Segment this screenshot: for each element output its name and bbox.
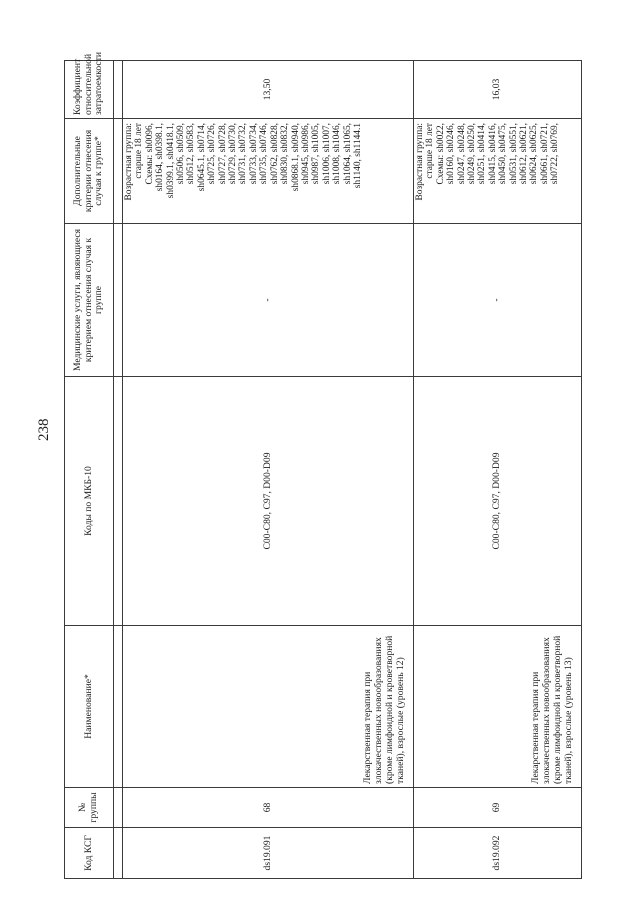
criteria-line: sh0729, sh0730, [228, 123, 239, 185]
services-dash: - [261, 298, 273, 302]
criteria-line: sh1140, sh1144.1 [352, 123, 363, 189]
criteria-line: sh1064, sh1065, [342, 123, 353, 185]
criteria-line: sh0725, sh0726, [207, 123, 218, 185]
criteria-line: Возрастная группа: [415, 123, 425, 201]
criteria-line: Возрастная группа: [124, 123, 134, 201]
spacer-cell [114, 828, 123, 879]
cell-services [123, 224, 414, 377]
criteria-line: Схемы: sh0096, [144, 123, 155, 185]
criteria-line: sh0645.1, sh0714, [196, 123, 207, 192]
header-name: Наименование* [65, 626, 114, 788]
criteria-line: sh0733, sh0734, [248, 123, 259, 185]
criteria-line: старше 18 лет [134, 123, 145, 179]
criteria-line: sh0735, sh0746, [259, 123, 270, 185]
cell-code: ds19.092 [414, 828, 582, 879]
criteria-list [124, 123, 363, 220]
spacer-cell [114, 788, 123, 828]
criteria-line: sh0987, sh1005, [311, 123, 322, 185]
table-row [123, 61, 414, 879]
header-criteria: Дополнительные критерии отнесения случая к группе* [65, 119, 114, 224]
criteria-line: sh0251, sh0414, [477, 123, 488, 185]
criteria-line: sh0512, sh0583, [186, 123, 197, 185]
cell-name: Лекарственная терапия при злокачественных новообразованиях (кроме лимфоидной и кроветворной тканей), взрослые (уровень 13) [414, 626, 582, 788]
criteria-line: sh0249, sh0250, [467, 123, 478, 185]
header-services: Медицинские услуги, являющиеся критерием отнесения случая к группе [65, 224, 114, 377]
criteria-line: sh0731, sh0732, [238, 123, 249, 185]
criteria-line: sh0727, sh0728, [217, 123, 228, 185]
cell-group-no: 69 [414, 788, 582, 828]
spacer-cell [114, 626, 123, 788]
cell-criteria [123, 119, 414, 224]
spacer-cell [114, 224, 123, 377]
cell-coef: 16,03 [414, 61, 582, 119]
criteria-line: sh0830, sh0832, [280, 123, 291, 185]
cell-group-no: 68 [123, 788, 414, 828]
criteria-line: sh1008, sh1046, [332, 123, 343, 185]
criteria-line: sh1006, sh1007, [321, 123, 332, 185]
criteria-line: sh0164, sh0398.1, [155, 123, 166, 192]
criteria-list [415, 123, 561, 220]
criteria-line: sh0247, sh0248, [456, 123, 467, 185]
spacer-cell [114, 119, 123, 224]
services-dash: - [491, 298, 503, 302]
spacer-cell [114, 377, 123, 626]
header-coef: Коэффициент относительной затратоемкости [65, 61, 114, 119]
cell-services [414, 224, 582, 377]
criteria-line: sh0624, sh0625, [529, 123, 540, 185]
criteria-line: Схемы: sh0022, [435, 123, 446, 185]
page-number: 238 [36, 418, 52, 441]
criteria-line: sh0531, sh0551, [508, 123, 519, 185]
criteria-line: sh0160, sh0246, [446, 123, 457, 185]
header-row [65, 61, 114, 879]
cell-code: ds19.091 [123, 828, 414, 879]
ksg-table [64, 51, 582, 879]
criteria-line: sh0868.1, sh0940, [290, 123, 301, 192]
criteria-clip [415, 123, 561, 220]
criteria-line: sh0506, sh0509, [176, 123, 187, 185]
spacer-cell [114, 61, 123, 119]
header-group-no: № группы [65, 788, 114, 828]
cell-mkb: C00-C80, C97, D00-D09 [123, 377, 414, 626]
cell-mkb: C00-C80, C97, D00-D09 [414, 377, 582, 626]
cell-criteria [414, 119, 582, 224]
rotated-table-wrapper [64, 51, 578, 879]
spacer-row [114, 61, 123, 879]
table-row [414, 61, 582, 879]
criteria-line: sh0399.1, sh0418.1, [165, 123, 176, 199]
criteria-line: sh0945, sh0986, [300, 123, 311, 185]
cell-name: Лекарственная терапия при злокачественных новообразованиях (кроме лимфоидной и кроветворной тканей), взрослые (уровень 12) [123, 626, 414, 788]
criteria-line: старше 18 лет [425, 123, 436, 179]
cell-coef: 13,50 [123, 61, 414, 119]
criteria-line: sh0762, sh0828, [269, 123, 280, 185]
criteria-line: sh0450, sh0475, [498, 123, 509, 185]
header-mkb: Коды по МКБ-10 [65, 377, 114, 626]
criteria-line: sh0661, sh0721, [539, 123, 550, 185]
header-code: Код КСГ [65, 828, 114, 879]
criteria-line: sh0722, sh0769, [550, 123, 561, 185]
criteria-line: sh0612, sh0621, [519, 123, 530, 185]
criteria-line: sh0415, sh0416, [487, 123, 498, 185]
